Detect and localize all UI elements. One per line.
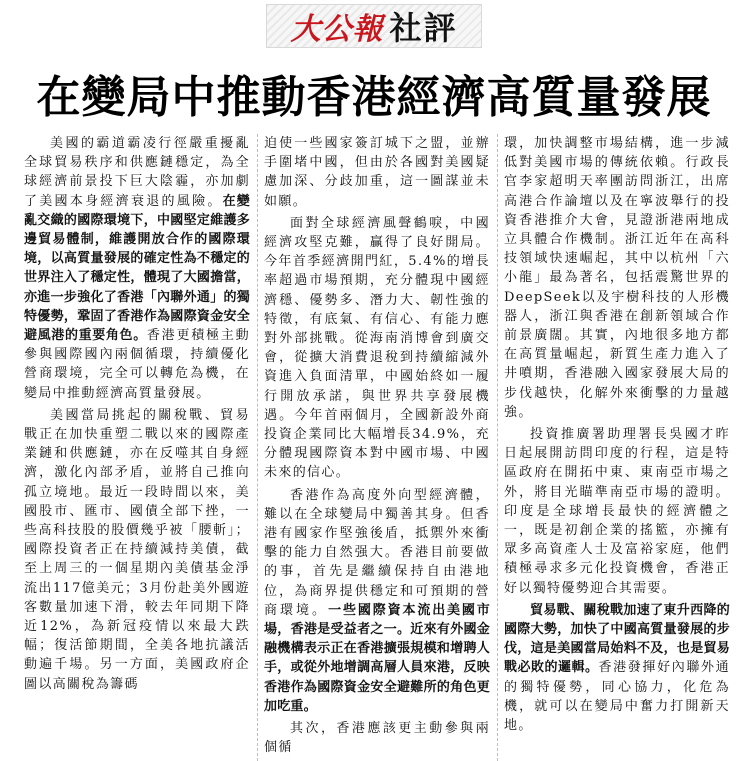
paragraph [504,601,730,735]
column-1 [24,134,250,761]
paragraph-text: 美國的霸道霸凌行徑嚴重擾亂全球貿易秩序和供應鏈穩定，為全球經濟前景投下巨大陰霾，亦加劇了美國本身經濟衰退的風險。 [24,136,250,209]
editorial-headline: 在變局中推動香港經濟高質量發展 [36,72,712,123]
column-3 [504,134,730,761]
article-body [24,134,731,756]
brand-name: 大公報 [290,12,384,47]
paragraph: 面對全球經濟風聲鶴唳，中國經濟攻堅克難，贏得了良好開局。今年首季經濟開門紅，5.4%的增長率超過市場預期，充分體現中國經濟穩、優勢多、潛力大、韌性強的特徵，有底氣、有信心、有能力應對外部挑戰。從海南消博會到廣交會，從擴大消費退稅到持續縮減外資進入負面清單，中國始終如一履行開放承諾，與世界共享發展機遇。今年首兩個月，全國新設外商投資企業同比大幅增長34.9%，充分體現國際資本對中國市場、中國未來的信心。 [264,215,490,481]
paragraph: 美國當局挑起的關稅戰、貿易戰正在加快重塑二戰以來的國際產業鏈和供應鏈，亦在反噬其自身經濟，激化內部矛盾，並將自己推向孤立境地。最近一段時間以來，美國股市、匯市、國債全部下挫，一些高科技股的股價幾乎被「腰斬」；國際投資者正在持續減持美債，截至上周三的一個星期內美債基金淨流出117億美元；3月份赴美外國遊客數量加速下滑，較去年同期下降近12%，為新冠疫情以來最大跌幅；復活節期間，全美各地抗議活動遍千場。另一方面，美國政府企圖以高關稅為籌碼 [24,407,250,692]
newspaper-logo-box [266,4,482,48]
paragraph-emphasis: 一些國際資本流出美國市場，香港是受益者之一。近來有外國金融機構表示正在香港擴張規模和增聘人手，或從外地增調高層人員來港，反映香港作為國際資金安全避難所的角色更加吃重。 [264,602,491,714]
paragraph-emphasis: 在變亂交織的國際環境下，中國堅定維護多邊貿易體制，維護開放合作的國際環境，以高質量發展的確定性為不穩定的世界注入了穩定性，體現了大國擔當，亦進一步強化了香港「內聯外通」的獨特優勢，鞏固了香港作為國際資金安全避風港的重要角色。 [24,193,250,344]
column-2 [264,134,490,761]
paragraph [264,486,490,716]
paragraph-text: 香港更積極主動參與國際國內兩個循環，持續優化營商環境，完全可以轉危為機，在變局中推動經濟高質量發展。 [24,328,250,401]
section-label: 社評 [389,9,458,47]
masthead [0,0,748,58]
paragraph-emphasis: 貿易戰、關稅戰加速了東升西降的國際大勢，加快了中國高質量發展的步伐，這是美國當局始料不及，也是貿易戰必敗的邏輯。 [504,602,730,676]
paragraph: 投資推廣署助理署長吳國才昨日起展開訪問印度的行程，這是特區政府在開拓中東、東南亞市場之外，將目光瞄準南亞市場的證明。印度是全球增長最快的經濟體之一，既是初創企業的搖籃，亦擁有眾多高資產人士及富裕家庭，他們積極尋求多元化投資機會，香港正好以獨特優勢迎合其需要。 [504,427,730,596]
paragraph [24,134,250,403]
paragraph: 迫使一些國家簽訂城下之盟，並辦手圍堵中國，但由於各國對美國疑慮加深、分歧加重，這一圖謀並未如願。 [264,136,490,209]
paragraph-text: 香港發揮好內聯外通的獨特優勢，同心協力，化危為機，就可以在變局中奮力打開新天地。 [504,660,731,734]
paragraph: 其次，香港應該更主動參與兩個循 [264,721,490,756]
paragraph: 環，加快調整市場結構，進一步減低對美國市場的傳統依賴。行政長官李家超明天率團訪問浙江，出席高港合作論壇以及在寧波舉行的投資香港推介大會，見證浙港兩地成立具體合作機制。浙江近年在高科技領域快速崛起，其中以杭州「六小龍」最為著名，包括震驚世界的DeepSeek以及宇樹科技的人形機器人，浙江與香港在創新領域合作前景廣闊。其實，內地很多地方都在高質量崛起，新質生產力進入了井噴期，香港融入國家發展大局的步伐越快，化解外來衝擊的力量越強。 [504,136,730,420]
paragraph-text: 香港作為高度外向型經濟體，難以在全球變局中獨善其身。但香港有國家作堅強後盾，抵禦外來衝擊的能力自然强大。香港目前要做的事，首先是繼續保持自由港地位，為商界提供穩定和可預期的營商環境。 [264,487,490,618]
